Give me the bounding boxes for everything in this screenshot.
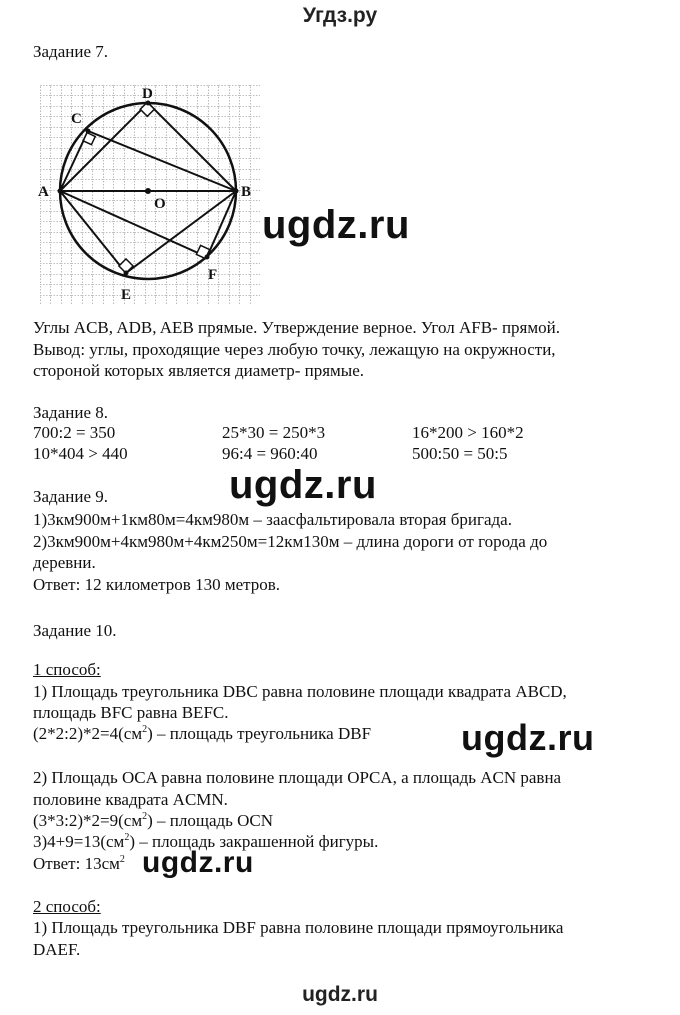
task8-cell: 10*404 > 440 [33, 444, 128, 463]
task8-heading: Задание 8. [33, 403, 108, 422]
label-a: A [38, 184, 49, 200]
task8-cell: 700:2 = 350 [33, 423, 116, 442]
label-o: O [154, 196, 166, 212]
method2-line1: 1) Площадь треугольника DBF равна половине площади прямоугольника [33, 918, 564, 937]
task7-line1: Углы ACB, ADB, AEB прямые. Утверждение верное. Угол AFB- прямой. [33, 318, 560, 337]
task7-heading: Задание 7. [33, 42, 108, 61]
method1-line2: площадь BFC равна BEFC. [33, 703, 229, 722]
method1-line3: $(2*2:2)*2=4(см^2)$ – площадь треугольника DBF [33, 724, 372, 743]
point-a [58, 189, 63, 194]
task7-line2: Вывод: углы, проходящие через любую точку, лежащую на окружности, [33, 340, 556, 359]
method1-title: 1 способ: [33, 660, 101, 679]
task9-answer: Ответ: 12 километров 130 метров. [33, 575, 281, 594]
site-title: Угдз.ру [302, 4, 378, 27]
label-b: B [241, 184, 252, 200]
point-o [145, 188, 151, 194]
method2-title: 2 способ: [33, 897, 101, 916]
task9-line2: 2)3км900м+4км980м+4км250м=12км130м – длина дороги от города до [33, 532, 548, 551]
task8-cell: 16*200 > 160*2 [412, 423, 524, 442]
method1-line4: 2) Площадь OCA равна половине площади OPCA, а площадь ACN равна [33, 768, 562, 787]
footer-watermark: ugdz.ru [302, 983, 378, 1006]
task9-line3: деревни. [33, 553, 96, 572]
label-f: F [208, 267, 218, 283]
method1-answer: Ответ: $13см^2$ [33, 854, 125, 873]
method1-line6: $(3*3:2)*2=9(см^2)$ – площадь OCN [33, 811, 274, 830]
method2-line2: DAEF. [33, 940, 81, 959]
task8-cell: 500:50 = 50:5 [412, 444, 508, 463]
method1-line7: $3)4+9=13(см^2)$ – площадь закрашенной фигуры. [33, 832, 379, 851]
point-e [124, 271, 129, 276]
task9-heading: Задание 9. [33, 487, 108, 506]
label-e: E [121, 287, 132, 303]
watermark: ugdz.ru [142, 846, 254, 879]
task8-cell: 25*30 = 250*3 [222, 423, 326, 442]
task10-heading: Задание 10. [33, 621, 117, 640]
watermark: ugdz.ru [229, 463, 377, 507]
watermark: ugdz.ru [461, 717, 595, 758]
point-b [234, 189, 239, 194]
circle-figure [38, 83, 268, 309]
task9-line1: 1)3км900м+1км80м=4км980м – заасфальтировала вторая бригада. [33, 510, 512, 529]
point-c [86, 129, 91, 134]
method1-line5: половине квадрата ACMN. [33, 790, 228, 809]
label-c: C [71, 111, 82, 127]
point-f [205, 255, 210, 260]
watermark: ugdz.ru [262, 203, 410, 247]
label-d: D [142, 86, 153, 102]
task7-line3: стороной которых является диаметр- прямые. [33, 361, 365, 380]
method1-line1: 1) Площадь треугольника DBC равна половине площади квадрата ABCD, [33, 682, 567, 701]
task8-cell: 96:4 = 960:40 [222, 444, 318, 463]
